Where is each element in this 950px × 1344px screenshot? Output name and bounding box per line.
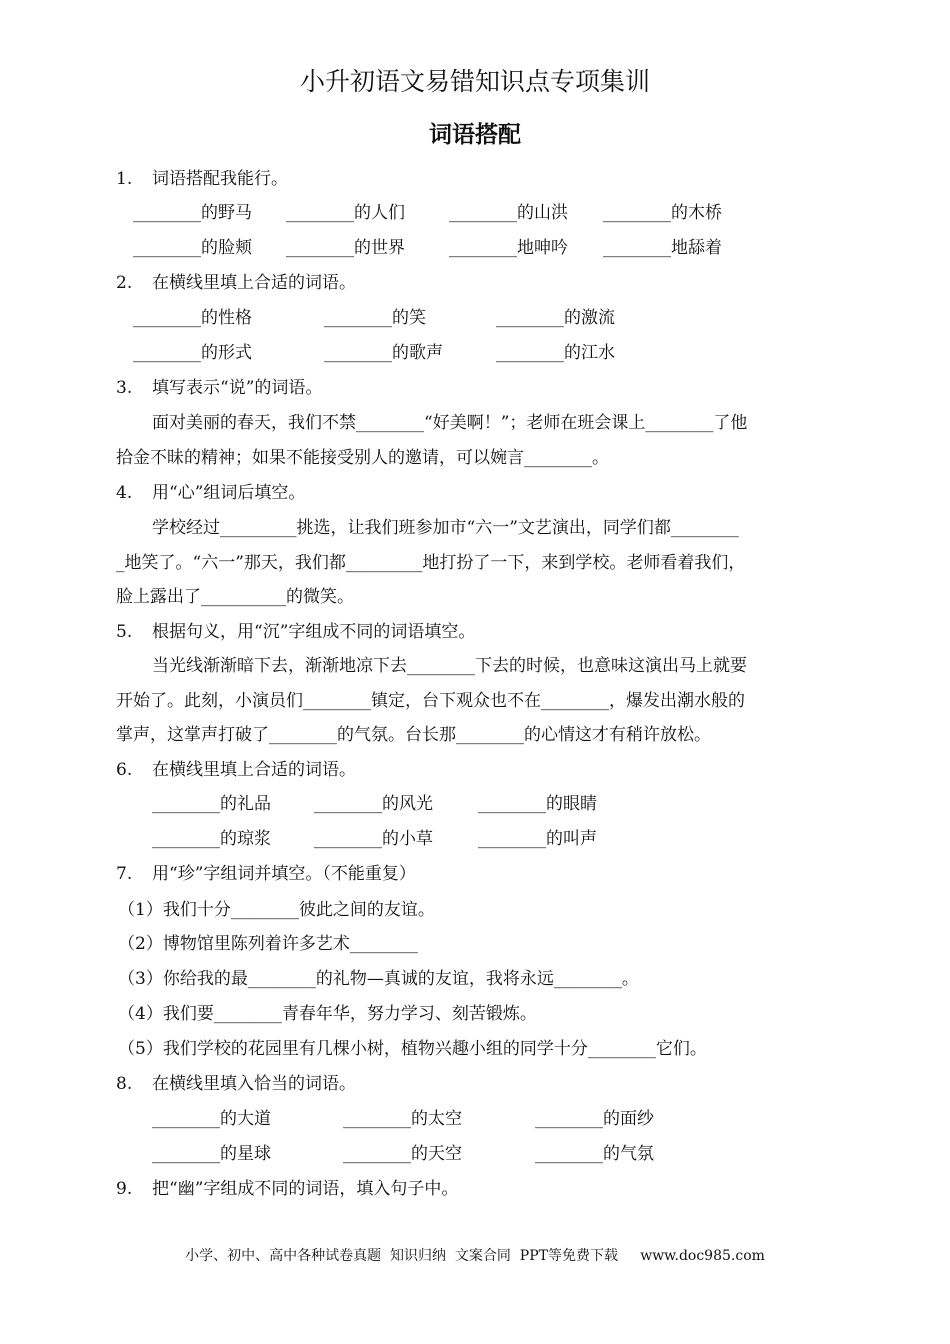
blank-item: ________的叫声: [478, 829, 597, 849]
question-number: 6.: [116, 760, 133, 780]
page-footer: 小学、初中、高中各种试卷真题 知识归纳 文案合同 PPT等免费下载 www.doc985.com: [185, 1248, 765, 1264]
question-text: 在横线里填入恰当的词语。: [152, 1074, 356, 1094]
question-number: 8.: [116, 1074, 133, 1094]
blank-item: ________的笑: [324, 308, 426, 328]
question-number: 3.: [116, 378, 133, 398]
sub-item: （3）你给我的最________的礼物—真诚的友谊，我将永远________。: [118, 969, 639, 989]
blank-item: ________的风光: [314, 794, 433, 814]
blank-item: ________的天空: [343, 1144, 462, 1164]
blank-item: ________的眼睛: [478, 794, 597, 814]
paragraph-line: 当光线渐渐暗下去，渐渐地凉下去________下去的时候，也意味这演出马上就要: [152, 656, 747, 676]
question-number: 2.: [116, 273, 133, 293]
question-text: 用“心”组词后填空。: [152, 483, 306, 503]
page-subtitle: 词语搭配: [429, 122, 521, 148]
page-title: 小升初语文易错知识点专项集训: [299, 67, 650, 96]
blank-item: ________的星球: [152, 1144, 271, 1164]
question-number: 7.: [116, 864, 133, 884]
question-number: 9.: [116, 1179, 133, 1199]
blank-item: ________的礼品: [152, 794, 271, 814]
question-text: 把“幽”字组成不同的词语，填入句子中。: [152, 1179, 459, 1199]
sub-item: （5）我们学校的花园里有几棵小树，植物兴趣小组的同学十分________它们。: [118, 1039, 707, 1059]
paragraph-line: _地笑了。“六一”那天，我们都_________地打扮了一下，来到学校。老师看着我们，: [116, 553, 746, 573]
blank-item: ________的江水: [496, 343, 615, 363]
blank-item: ________的面纱: [535, 1109, 654, 1129]
question-number: 1.: [116, 169, 133, 189]
sub-item: （1）我们十分________彼此之间的友谊。: [118, 900, 435, 920]
blank-item: ________的山洪: [449, 203, 568, 223]
blank-item: ________的脸颊: [133, 238, 252, 258]
blank-item: ________的形式: [133, 343, 252, 363]
paragraph-line: 拾金不昧的精神；如果不能接受别人的邀请，可以婉言________。: [116, 448, 609, 468]
question-number: 4.: [116, 483, 133, 503]
blank-item: ________的太空: [343, 1109, 462, 1129]
paragraph-line: 开始了。此刻，小演员们________镇定，台下观众也不在________，爆发出潮水般的: [116, 691, 745, 711]
paragraph-line: 脸上露出了__________的微笑。: [116, 587, 354, 607]
blank-item: ________的琼浆: [152, 829, 271, 849]
blank-item: ________的性格: [133, 308, 252, 328]
blank-item: ________的小草: [314, 829, 433, 849]
question-text: 根据句义，用“沉”字组成不同的词语填空。: [152, 622, 476, 642]
blank-item: ________的木桥: [603, 203, 722, 223]
blank-item: ________地呻吟: [449, 238, 568, 258]
sub-item: （4）我们要________青春年华，努力学习、刻苦锻炼。: [118, 1004, 537, 1024]
blank-item: ________的大道: [152, 1109, 271, 1129]
blank-item: ________的人们: [286, 203, 405, 223]
blank-item: ________的气氛: [535, 1144, 654, 1164]
blank-item: ________的激流: [496, 308, 615, 328]
question-number: 5.: [116, 622, 133, 642]
blank-item: ________的世界: [286, 238, 405, 258]
question-text: 词语搭配我能行。: [152, 169, 288, 189]
question-text: 填写表示“说”的词语。: [152, 378, 323, 398]
paragraph-line: 面对美丽的春天，我们不禁________“好美啊！”；老师在班会课上________了他: [152, 413, 748, 433]
paragraph-line: 学校经过_________挑选，让我们班参加市“六一”文艺演出，同学们都________: [152, 518, 739, 538]
blank-item: ________的野马: [133, 203, 252, 223]
paragraph-line: 掌声，这掌声打破了________的气氛。台长那________的心情这才有稍许放松。: [116, 725, 711, 745]
sub-item: （2）博物馆里陈列着许多艺术________: [118, 934, 418, 954]
question-text: 用“珍”字组词并填空。（不能重复）: [152, 864, 416, 884]
question-text: 在横线里填上合适的词语。: [152, 273, 356, 293]
question-text: 在横线里填上合适的词语。: [152, 760, 356, 780]
blank-item: ________地舔着: [603, 238, 722, 258]
blank-item: ________的歌声: [324, 343, 443, 363]
